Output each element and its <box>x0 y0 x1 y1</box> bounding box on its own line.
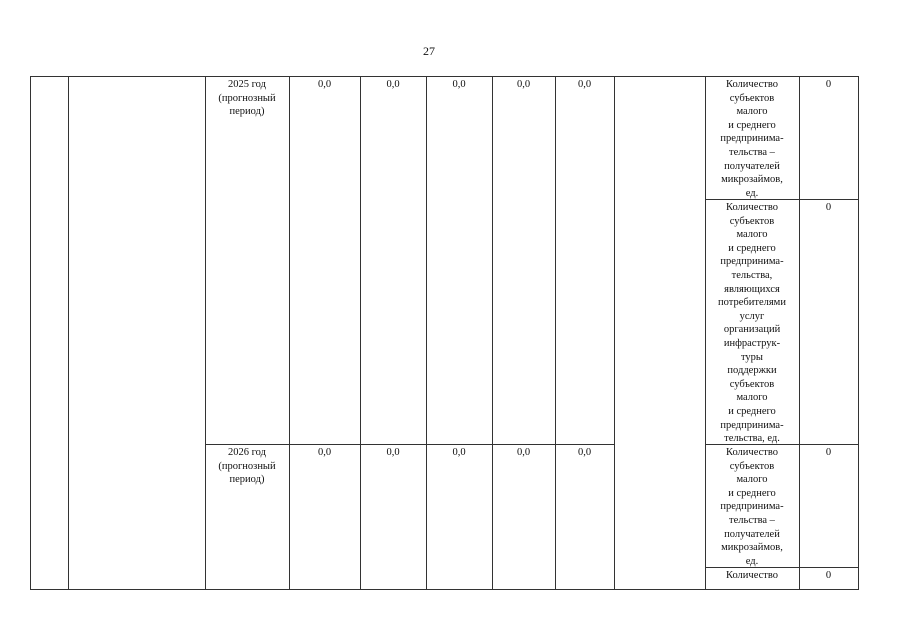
col-border <box>614 76 615 589</box>
value-cell: 0,0 <box>386 447 400 458</box>
table-top-border <box>30 76 859 77</box>
col-border <box>426 76 427 589</box>
value-cell: 0,0 <box>516 79 531 90</box>
col-border <box>360 76 361 589</box>
col-border <box>799 76 800 589</box>
indicator-value: 0 <box>825 202 832 213</box>
col-border <box>30 76 31 589</box>
table-row-year: 2026 год (прогнозный период) <box>218 447 276 486</box>
value-cell: 0,0 <box>452 79 466 90</box>
indicator-name: Количество <box>725 570 779 581</box>
indicator-value: 0 <box>825 570 832 581</box>
value-cell: 0,0 <box>317 79 332 90</box>
indicator-name: Количество субъектов малого и среднего предпринима- тельства, являющихся потребителями услуг организаций инфраструк- туры поддержки субъектов малого и среднего предпринима- тельства, ед. <box>718 202 786 445</box>
table-bottom-border <box>30 589 859 590</box>
row-border <box>205 444 614 445</box>
col-border <box>68 76 69 589</box>
value-cell: 0,0 <box>516 447 531 458</box>
indicator-name: Количество субъектов малого и среднего предпринима- тельства – получателей микрозаймов, ед. <box>720 447 784 567</box>
indicator-name: Количество субъектов малого и среднего предпринима- тельства – получателей микрозаймов, ед. <box>720 79 784 199</box>
value-cell: 0,0 <box>577 79 592 90</box>
col-border <box>555 76 556 589</box>
indicator-value: 0 <box>825 79 832 90</box>
col-border <box>858 76 859 589</box>
col-border <box>205 76 206 589</box>
col-border <box>289 76 290 589</box>
indicator-value: 0 <box>825 447 832 458</box>
table-row-year: 2025 год (прогнозный период) <box>218 79 276 118</box>
value-cell: 0,0 <box>386 79 400 90</box>
value-cell: 0,0 <box>452 447 466 458</box>
value-cell: 0,0 <box>577 447 592 458</box>
value-cell: 0,0 <box>317 447 332 458</box>
page-number: 27 <box>423 44 435 58</box>
col-border <box>492 76 493 589</box>
